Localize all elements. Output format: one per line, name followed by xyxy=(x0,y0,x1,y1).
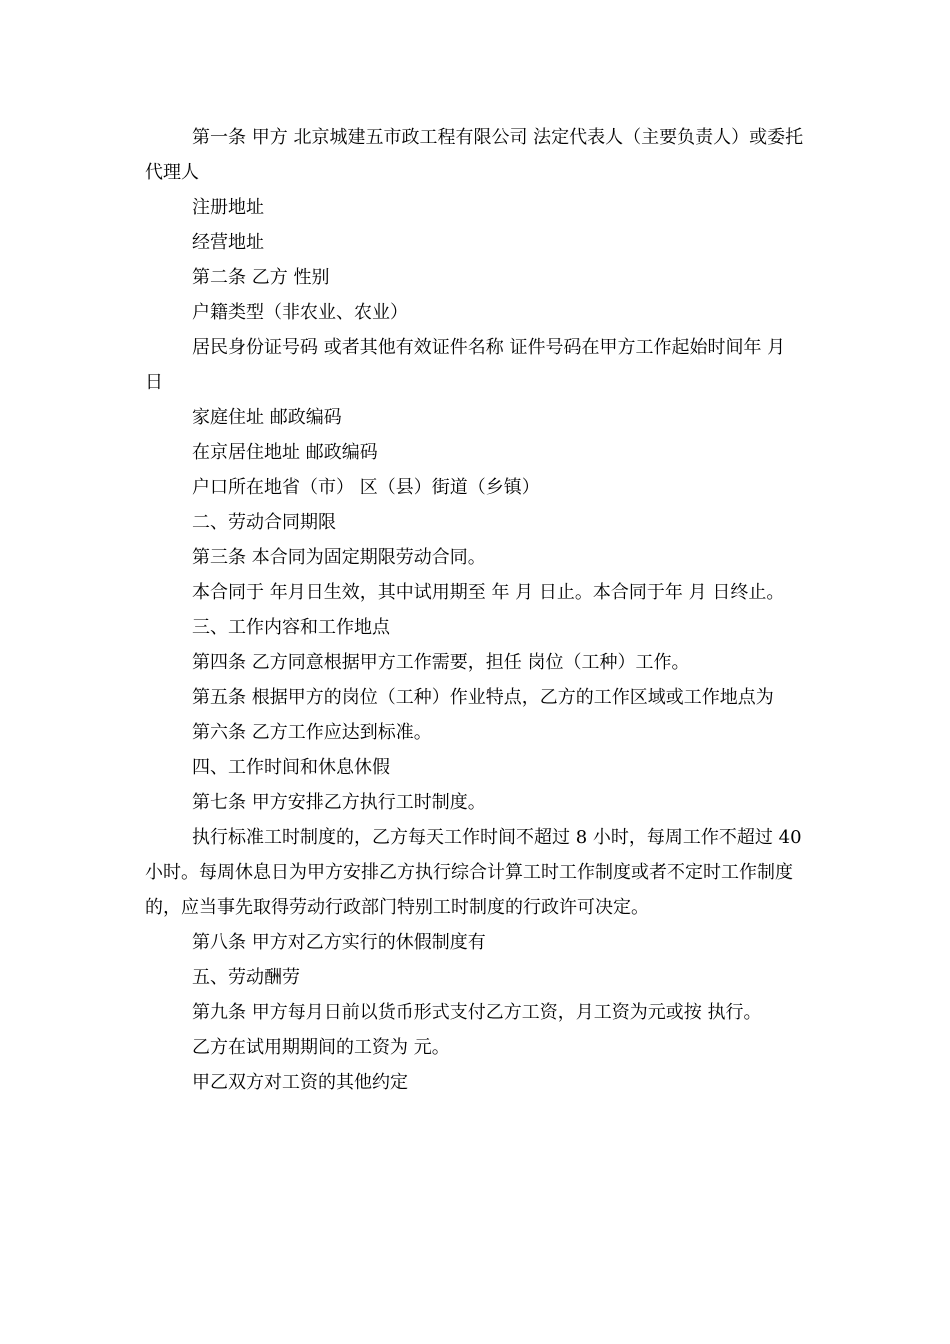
id-number: 居民身份证号码 或者其他有效证件名称 证件号码在甲方工作起始时间年 月 日 xyxy=(145,337,786,393)
clause-3: 第三条 本合同为固定期限劳动合同。 xyxy=(192,547,486,568)
beijing-address: 在京居住地址 邮政编码 xyxy=(192,442,378,463)
clause-5: 第五条 根据甲方的岗位（工种）作业特点，乙方的工作区域或工作地点为 xyxy=(192,687,774,708)
contract-term: 本合同于 年月日生效，其中试用期至 年 月 日止。本合同于年 月 日终止。 xyxy=(192,582,785,603)
clause-9: 第九条 甲方每月日前以货币形式支付乙方工资，月工资为元或按 执行。 xyxy=(192,1002,762,1023)
registered-address: 注册地址 xyxy=(192,197,264,218)
clause-2-party-b: 第二条 乙方 性别 xyxy=(192,267,330,288)
clause-4: 第四条 乙方同意根据甲方工作需要，担任 岗位（工种）工作。 xyxy=(192,652,690,673)
clause-7: 第七条 甲方安排乙方执行工时制度。 xyxy=(192,792,486,813)
section-5-heading: 五、劳动酬劳 xyxy=(192,967,300,988)
clause-8: 第八条 甲方对乙方实行的休假制度有 xyxy=(192,932,486,953)
other-wage-agreements: 甲乙双方对工资的其他约定 xyxy=(192,1072,408,1093)
clause-6: 第六条 乙方工作应达到标准。 xyxy=(192,722,432,743)
section-3-heading: 三、工作内容和工作地点 xyxy=(192,617,390,638)
section-4-heading: 四、工作时间和休息休假 xyxy=(192,757,390,778)
home-address: 家庭住址 邮政编码 xyxy=(192,407,342,428)
standard-hours: 执行标准工时制度的，乙方每天工作时间不超过 8 小时，每周工作不超过 40 小时。每周休息日为甲方安排乙方执行综合计算工时工作制度或者不定时工作制度的，应当事先取得劳动行政部门特别工时制度的行政许可决定。 xyxy=(145,827,802,918)
clause-1-party-a: 第一条 甲方 北京城建五市政工程有限公司 法定代表人（主要负责人）或委托代理人 xyxy=(145,127,804,183)
business-address: 经营地址 xyxy=(192,232,264,253)
section-2-heading: 二、劳动合同期限 xyxy=(192,512,336,533)
document-body xyxy=(145,120,807,1100)
probation-wage: 乙方在试用期期间的工资为 元。 xyxy=(192,1037,450,1058)
hukou-location: 户口所在地省（市） 区（县）街道（乡镇） xyxy=(192,477,540,498)
household-type: 户籍类型（非农业、农业） xyxy=(192,302,408,323)
